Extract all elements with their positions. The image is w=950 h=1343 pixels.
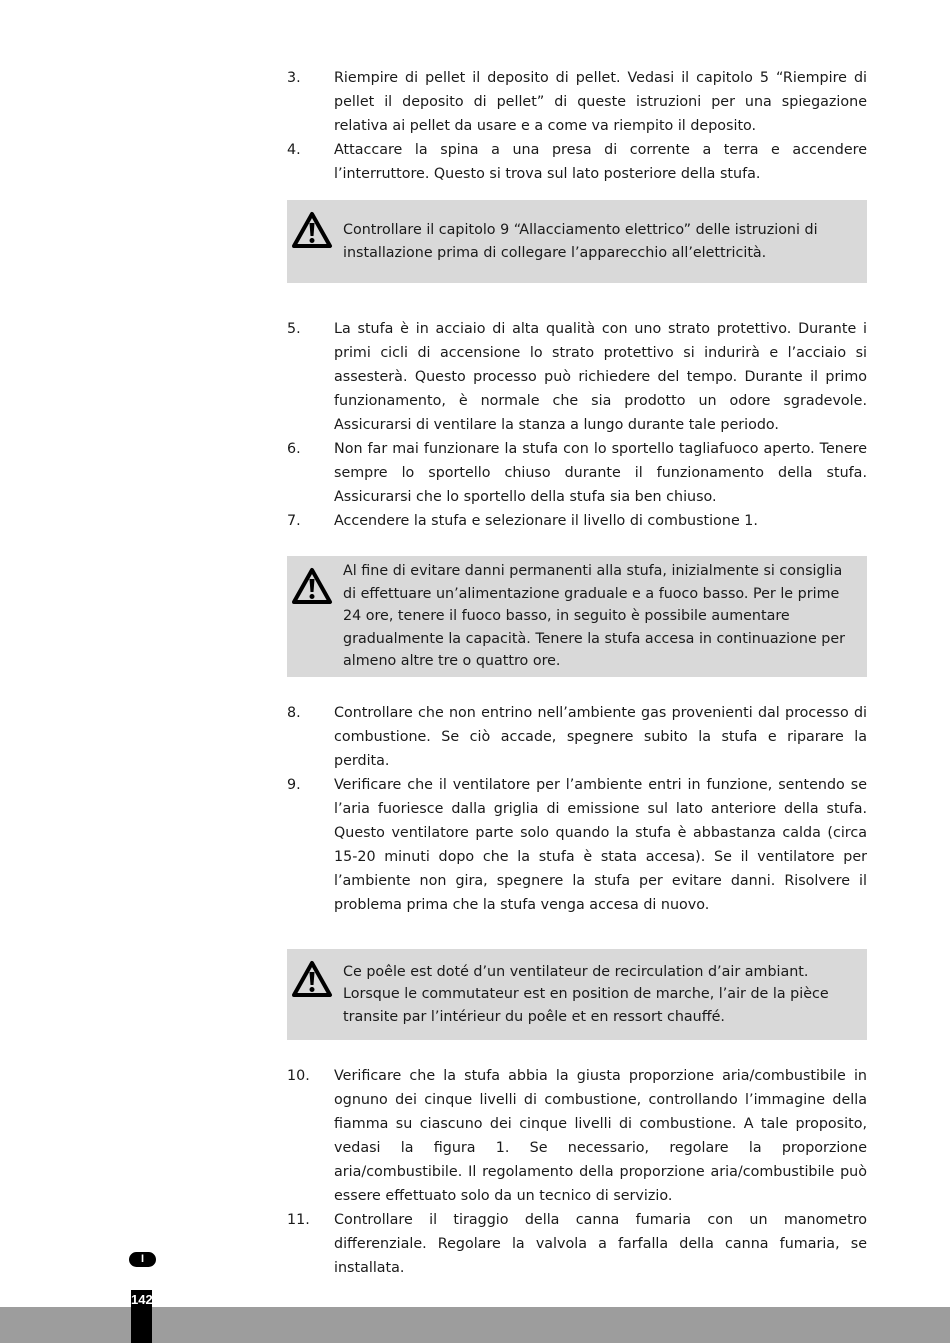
step-number: 3. bbox=[287, 70, 301, 86]
list-item bbox=[287, 701, 867, 773]
list-item bbox=[287, 317, 867, 437]
list-item bbox=[287, 138, 867, 186]
warning-text: Controllare il capitolo 9 “Allacciamento elettrico” delle istruzioni di installazione prima di collegare l’apparecchio all’elettricità. bbox=[343, 222, 818, 261]
step-number: 11. bbox=[287, 1212, 310, 1228]
step-number: 8. bbox=[287, 704, 301, 721]
step-text: La stufa è in acciaio di alta qualità con uno strato protettivo. Durante i primi cicli di accensione lo strato protettivo si indurirà e l’acciaio si assesterà. Questo processo può richiedere del tempo. Durante il primo funzionamento, è normale che sia prodotto un odore sgradevole. Assicurarsi di ventilare la stanza a lungo durante tale periodo. bbox=[334, 321, 867, 433]
step-number: 9. bbox=[287, 776, 301, 793]
step-number: 10. bbox=[287, 1068, 310, 1084]
step-number: 4. bbox=[287, 142, 301, 158]
step-number: 6. bbox=[287, 441, 301, 457]
warning-box bbox=[287, 200, 867, 283]
step-number: 5. bbox=[287, 321, 301, 337]
language-badge: I bbox=[129, 1252, 156, 1267]
step-text: Riempire di pellet il deposito di pellet. Vedasi il capitolo 5 “Riempire di pellet il deposito di pellet” di queste istruzioni per una spiegazione relativa ai pellet da usare e a come va riempito il deposito. bbox=[334, 70, 867, 134]
list-item bbox=[287, 437, 867, 509]
warning-triangle-icon bbox=[291, 567, 333, 605]
warning-text: Ce poêle est doté d’un ventilateur de recirculation d’air ambiant. Lorsque le commutateur est en position de marche, l’air de la pièce transite par l’intérieur du poêle et en ressort chauffé. bbox=[343, 963, 829, 1025]
step-text: Controllare il tiraggio della canna fumaria con un manometro differenziale. Regolare la valvola a farfalla della canna fumaria, se installata. bbox=[334, 1212, 867, 1276]
warning-triangle-icon bbox=[291, 211, 333, 249]
step-number: 7. bbox=[287, 513, 301, 529]
list-item bbox=[287, 66, 867, 138]
warning-triangle-icon bbox=[291, 960, 333, 998]
document-body bbox=[287, 66, 867, 1280]
list-item bbox=[287, 509, 867, 533]
list-item bbox=[287, 773, 867, 917]
step-text: Verificare che la stufa abbia la giusta proporzione aria/combustibile in ognuno dei cinque livelli di combustione, controllando l’immagine della fiamma su ciascuno dei cinque livelli di combustione. A tale proposito, vedasi la figura 1. Se necessario, regolare la proporzione aria/combustibile. Il regolamento della proporzione aria/combustibile può essere effettuato solo da un tecnico di servizio. bbox=[334, 1068, 867, 1204]
list-item bbox=[287, 1208, 867, 1280]
warning-box bbox=[287, 556, 867, 677]
step-text: Accendere la stufa e selezionare il livello di combustione 1. bbox=[334, 513, 758, 529]
page-number: 142 bbox=[131, 1292, 153, 1307]
step-text: Verificare che il ventilatore per l’ambiente entri in funzione, sentendo se l’aria fuoriesce dalla griglia di emissione sul lato anteriore della stufa. Questo ventilatore parte solo quando la stufa è abbastanza calda (circa 15-20 minuti dopo che la stufa è stata accesa). Se il ventilatore per l’ambiente non gira, spegnere la stufa per evitare danni. Risolvere il problema prima che la stufa venga accesa di nuovo. bbox=[334, 776, 867, 913]
warning-box bbox=[287, 949, 867, 1041]
step-text: Attaccare la spina a una presa di corrente a terra e accendere l’interruttore. Questo si trova sul lato posteriore della stufa. bbox=[334, 142, 867, 182]
step-text: Non far mai funzionare la stufa con lo sportello tagliafuoco aperto. Tenere sempre lo sportello chiuso durante il funzionamento della stufa. Assicurarsi che lo sportello della stufa sia ben chiuso. bbox=[334, 441, 867, 505]
step-text: Controllare che non entrino nell’ambiente gas provenienti dal processo di combustione. Se ciò accade, spegnere subito la stufa e riparare la perdita. bbox=[334, 704, 867, 769]
list-item bbox=[287, 1064, 867, 1208]
warning-text: Al fine di evitare danni permanenti alla stufa, inizialmente si consiglia di effettuare un’alimentazione graduale e a fuoco basso. Per le prime 24 ore, tenere il fuoco basso, in seguito è possibile aumentare gradualmente la capacità. Tenere la stufa accesa in continuazione per almeno altre tre o quattro ore. bbox=[343, 563, 846, 669]
